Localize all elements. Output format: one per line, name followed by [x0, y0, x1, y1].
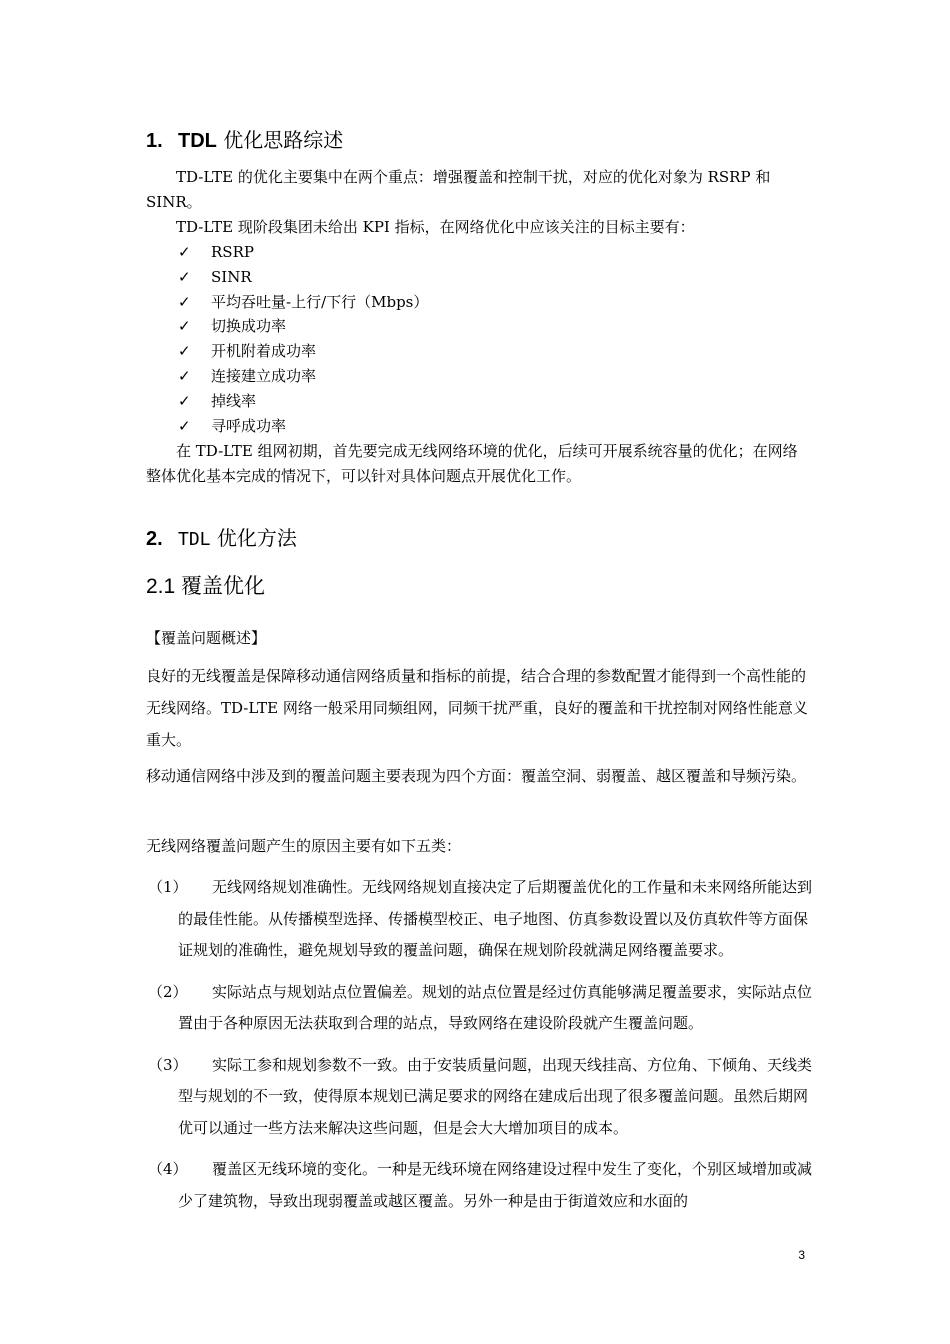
subsection-2-1-heading: 2.1 覆盖优化 — [146, 575, 266, 598]
list-item-text: 无线网络规划准确性。无线网络规划直接决定了后期覆盖优化的工作量和未来网络所能达到的最佳性能。从传播模型选择、传播模型校正、电子地图、仿真参数设置以及仿真软件等方面保证规划的准确性，避免规划导致的覆盖问题，确保在规划阶段就满足网络覆盖要求。 — [178, 878, 813, 959]
list-item-number: （3） — [148, 1055, 188, 1074]
section-1-title-tdl: TDL — [178, 130, 217, 152]
checklist-item-label: 寻呼成功率 — [211, 416, 287, 435]
page-number: 3 — [798, 1248, 805, 1262]
check-icon: ✓ — [178, 391, 191, 410]
list-item — [148, 872, 813, 967]
list-item — [148, 1154, 813, 1217]
section-1-number: 1. — [146, 130, 163, 152]
list-item — [148, 977, 813, 1040]
checklist-item-label: 开机附着成功率 — [211, 342, 317, 361]
list-item-text: 实际工参和规划参数不一致。由于安装质量问题，出现天线挂高、方位角、下倾角、天线类型与规划的不一致，使得原本规划已满足要求的网络在建成后出现了很多覆盖问题。虽然后期网优可以通过一些方法来解决这些问题，但是会大大增加项目的成本。 — [178, 1055, 813, 1137]
section-1-paragraph-2: TD-LTE 现阶段集团未给出 KPI 指标，在网络优化中应该关注的目标主要有： — [176, 218, 695, 236]
checklist-item — [178, 364, 428, 389]
checklist-item-label: 掉线率 — [211, 391, 257, 410]
checklist-item-label: SINR — [211, 267, 252, 286]
checklist-item — [178, 339, 428, 364]
list-item-number: （2） — [148, 982, 188, 1001]
coverage-paragraph-1: 良好的无线覆盖是保障移动通信网络质量和指标的前提，结合合理的参数配置才能得到一个高性能的无线网络。TD-LTE 网络一般采用同频组网，同频干扰严重，良好的覆盖和干扰控制对网络性能意义重大。 — [146, 667, 808, 749]
coverage-cause-list — [148, 872, 813, 1217]
section-2-number: 2. — [146, 528, 163, 550]
section-1-heading — [146, 124, 343, 153]
section-2-title-rest: 优化方法 — [210, 526, 297, 550]
section-2-heading — [146, 522, 297, 551]
checklist-item-label: RSRP — [211, 243, 254, 261]
list-item-number: （1） — [148, 878, 188, 896]
section-2-title-tdl: TDL — [178, 529, 211, 550]
checklist-item — [178, 290, 428, 315]
checklist-item — [178, 240, 428, 265]
checklist-item — [178, 314, 428, 339]
section-1-title-rest: 优化思路综述 — [216, 128, 344, 152]
target-checklist — [178, 240, 428, 438]
coverage-overview-label: 【覆盖问题概述】 — [146, 629, 267, 647]
list-item — [148, 1050, 813, 1145]
check-icon: ✓ — [178, 267, 191, 286]
check-icon: ✓ — [178, 317, 191, 336]
checklist-item-label: 切换成功率 — [211, 317, 287, 336]
check-icon: ✓ — [178, 366, 191, 385]
list-item-text: 覆盖区无线环境的变化。一种是无线环境在网络建设过程中发生了变化，个别区域增加或减少了建筑物，导致出现弱覆盖或越区覆盖。另外一种是由于街道效应和水面的 — [178, 1160, 813, 1210]
checklist-item — [178, 414, 428, 439]
coverage-paragraph-2: 移动通信网络中涉及到的覆盖问题主要表现为四个方面：覆盖空洞、弱覆盖、越区覆盖和导频污染。 — [146, 767, 807, 785]
section-1-paragraph-3: 在 TD-LTE 组网初期，首先要完成无线网络环境的优化，后续可开展系统容量的优化；在网络整体优化基本完成的情况下，可以针对具体问题点开展优化工作。 — [146, 442, 798, 485]
checklist-item-label: 平均吞吐量-上行/下行（Mbps） — [211, 292, 429, 311]
check-icon: ✓ — [178, 342, 191, 361]
coverage-paragraph-3: 无线网络覆盖问题产生的原因主要有如下五类： — [146, 837, 462, 855]
check-icon: ✓ — [178, 292, 191, 311]
list-item-text: 实际站点与规划站点位置偏差。规划的站点位置是经过仿真能够满足覆盖要求，实际站点位置由于各种原因无法获取到合理的站点，导致网络在建设阶段就产生覆盖问题。 — [178, 982, 813, 1032]
check-icon: ✓ — [178, 416, 191, 435]
list-item-number: （4） — [148, 1160, 188, 1178]
checklist-item — [178, 389, 428, 414]
section-1-paragraph-1: TD-LTE 的优化主要集中在两个重点：增强覆盖和控制干扰，对应的优化对象为 RSRP 和 SINR。 — [146, 168, 771, 211]
checklist-item-label: 连接建立成功率 — [211, 366, 317, 385]
checklist-item — [178, 265, 428, 290]
check-icon: ✓ — [178, 243, 191, 261]
